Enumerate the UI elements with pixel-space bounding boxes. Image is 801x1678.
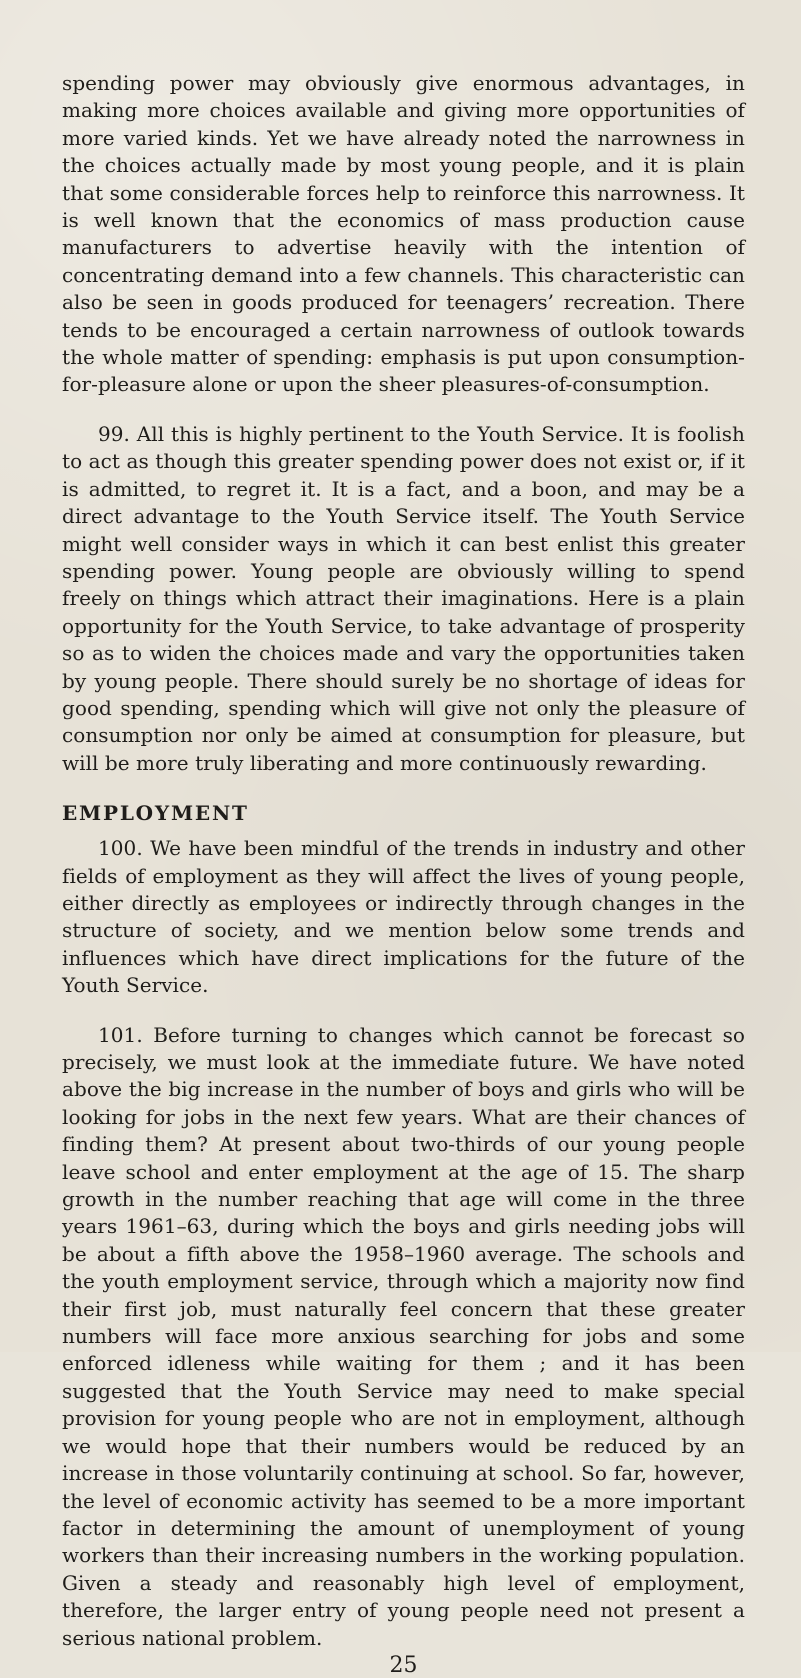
body-text — [62, 70, 745, 1652]
paragraph-98-continuation: spending power may obviously give enormous advantages, in making more choices available and giving more opportunities of more varied kinds. Yet we have already noted the narrowness in the choices actually made by most young people, and it is plain that some considerable forces help to reinforce this narrowness. It is well known that the economics of mass production cause manufacturers to advertise heavily with the intention of concentrating demand into a few channels. This characteristic can also be seen in goods produced for teenagers’ recreation. There tends to be encouraged a certain narrowness of outlook towards the whole matter of spending: emphasis is put upon consumption-for-pleasure alone or upon the sheer pleasures-of-consumption. — [62, 71, 745, 397]
paragraph-101: 101. Before turning to changes which cannot be forecast so precisely, we must look at the immediate future. We have noted above the big increase in the number of boys and girls who will be looking for jobs in the next few years. What are their chances of finding them? At present about two-thirds of our young people leave school and enter employment at the age of 15. The sharp growth in the number reaching that age will come in the three years 1961–63, during which the boys and girls needing jobs will be about a fifth above the 1958–1960 average. The schools and the youth employment service, through which a majority now find their first job, must naturally feel concern that these greater numbers will face more anxious searching for jobs and some enforced idleness while waiting for them ; and it has been suggested that the Youth Service may need to make special provision for young people who are not in employment, although we would hope that their numbers would be reduced by an increase in those voluntarily continuing at school. So far, however, the level of economic activity has seemed to be a more important factor in determining the amount of unemployment of young workers than their increasing numbers in the working population. Given a steady and reasonably high level of employment, therefore, the larger entry of young people need not present a serious national problem. — [62, 1022, 745, 1650]
paragraph-100: 100. We have been mindful of the trends in industry and other fields of employment as they will affect the lives of young people, either directly as employees or indirectly through changes in the structure of society, and we mention below some trends and influences which have direct implications for the future of the Youth Service. — [62, 836, 745, 998]
section-heading-employment: EMPLOYMENT — [62, 801, 249, 826]
page-number: 25 — [389, 1652, 418, 1678]
paragraph-99: 99. All this is highly pertinent to the Youth Service. It is foolish to act as though this greater spending power does not exist or, if it is admitted, to regret it. It is a fact, and a boon, and may be a direct advantage to the Youth Service itself. The Youth Service might well consider ways in which it can best enlist this greater spending power. Young people are obviously willing to spend freely on things which attract their imaginations. Here is a plain opportunity for the Youth Service, to take advantage of prosperity so as to widen the choices made and vary the opportunities taken by young people. There should surely be no shortage of ideas for good spending, spending which will give not only the pleasure of consumption nor only be aimed at consumption for pleasure, but will be more truly liberating and more continuously rewarding. — [62, 421, 745, 775]
